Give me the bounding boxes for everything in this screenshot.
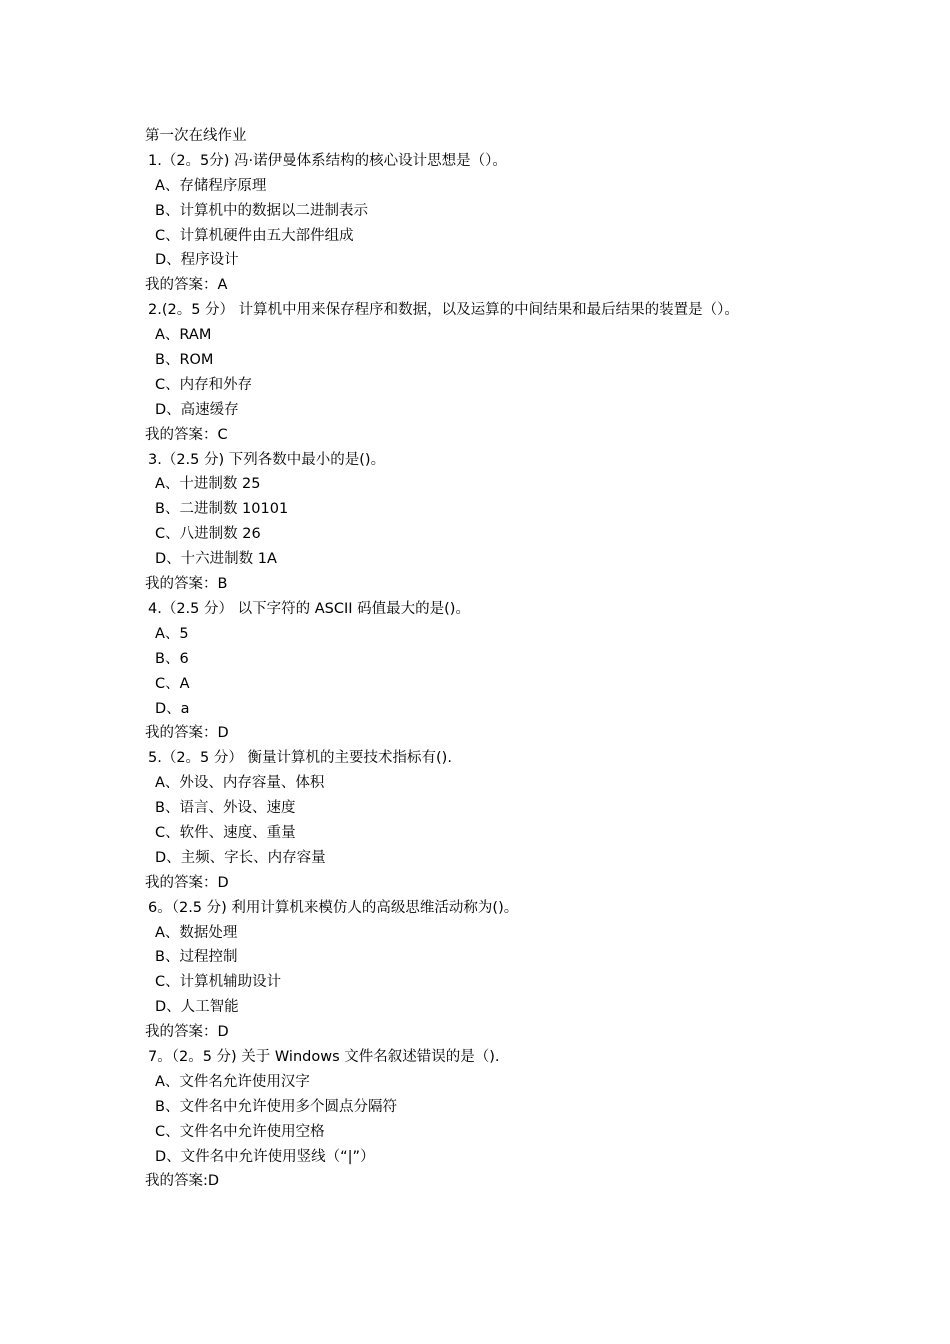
- question-3: [145, 448, 825, 597]
- option-a: A、文件名允许使用汉字: [155, 1073, 310, 1090]
- my-answer: 我的答案：D: [145, 725, 229, 742]
- question-stem: 2.(2。5 分） 计算机中用来保存程序和数据，以及运算的中间结果和最后结果的装置是（）。: [148, 302, 739, 319]
- option-c: C、计算机硬件由五大部件组成: [155, 227, 354, 244]
- option-a: A、数据处理: [155, 924, 238, 941]
- option-c: C、文件名中允许使用空格: [155, 1123, 325, 1140]
- option-c: C、内存和外存: [155, 376, 253, 393]
- document-title: 第一次在线作业: [145, 128, 247, 144]
- question-5: [145, 746, 825, 895]
- my-answer: 我的答案：D: [145, 874, 229, 891]
- my-answer: 我的答案：C: [145, 426, 228, 443]
- option-b: B、计算机中的数据以二进制表示: [155, 202, 368, 219]
- option-c: C、计算机辅助设计: [155, 974, 282, 991]
- question-stem: 4.（2.5 分） 以下字符的 ASCII 码值最大的是()。: [148, 600, 470, 617]
- option-b: B、ROM: [155, 352, 214, 369]
- my-answer: 我的答案:D: [145, 1173, 220, 1190]
- question-4: [145, 597, 825, 746]
- option-b: B、过程控制: [155, 949, 238, 966]
- option-a: A、5: [155, 625, 189, 642]
- question-1: [145, 149, 825, 298]
- my-answer: 我的答案：B: [145, 576, 228, 593]
- option-d: D、文件名中允许使用竖线（“|”）: [155, 1148, 375, 1165]
- option-a: A、十进制数 25: [155, 476, 261, 493]
- my-answer: 我的答案：A: [145, 277, 228, 294]
- question-6: [145, 896, 825, 1045]
- question-stem: 3.（2.5 分) 下列各数中最小的是()。: [148, 451, 386, 468]
- option-d: D、高速缓存: [155, 401, 239, 418]
- option-b: B、文件名中允许使用多个圆点分隔符: [155, 1098, 397, 1115]
- question-7: [145, 1045, 825, 1194]
- option-b: B、6: [155, 650, 189, 667]
- my-answer: 我的答案：D: [145, 1024, 229, 1041]
- option-a: A、RAM: [155, 327, 212, 344]
- option-b: B、语言、外设、速度: [155, 800, 296, 817]
- option-d: D、a: [155, 700, 190, 717]
- option-c: C、A: [155, 675, 190, 692]
- option-b: B、二进制数 10101: [155, 501, 289, 518]
- option-d: D、主频、字长、内存容量: [155, 849, 326, 866]
- document-page: [145, 124, 825, 1194]
- option-c: C、八进制数 26: [155, 526, 261, 543]
- question-2: [145, 298, 825, 447]
- option-d: D、十六进制数 1A: [155, 551, 277, 568]
- question-stem: 6。（2.5 分) 利用计算机来模仿人的高级思维活动称为()。: [148, 899, 519, 916]
- question-stem: 1.（2。5分) 冯·诺伊曼体系结构的核心设计思想是（）。: [148, 152, 507, 169]
- question-stem: 5.（2。5 分） 衡量计算机的主要技术指标有().: [148, 750, 452, 767]
- option-a: A、外设、内存容量、体积: [155, 775, 325, 792]
- option-d: D、人工智能: [155, 999, 239, 1016]
- option-a: A、存储程序原理: [155, 177, 267, 194]
- question-stem: 7。（2。5 分) 关于 Windows 文件名叙述错误的是（).: [148, 1048, 500, 1065]
- option-d: D、程序设计: [155, 252, 239, 269]
- option-c: C、软件、速度、重量: [155, 824, 296, 841]
